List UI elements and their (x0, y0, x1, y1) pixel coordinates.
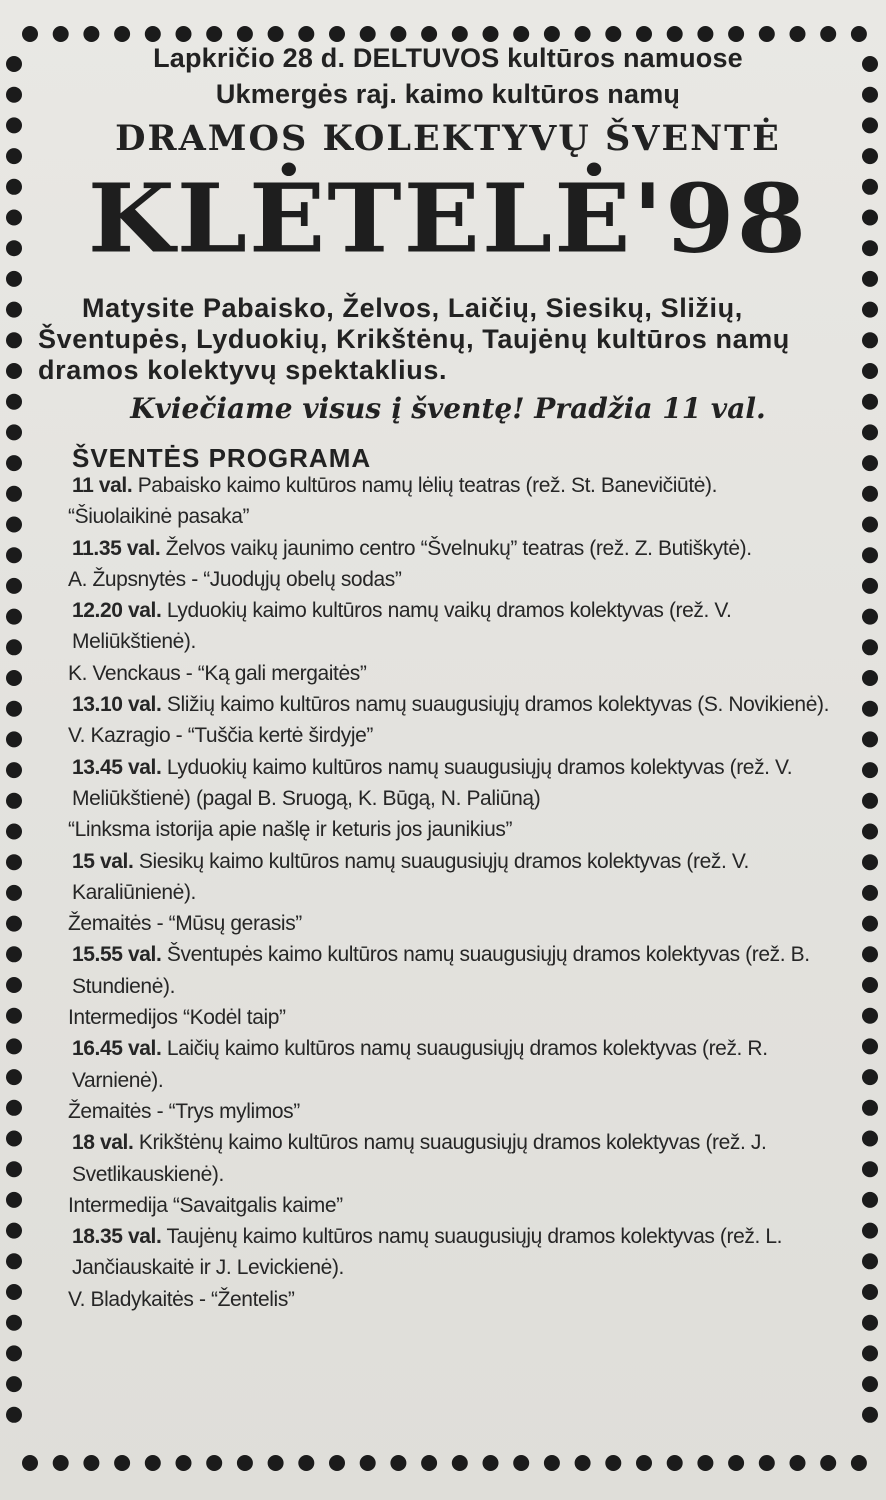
border-dot (22, 1455, 38, 1471)
border-dot (862, 547, 878, 563)
border-dot (544, 1455, 560, 1471)
border-dot (6, 394, 22, 410)
entry-description: Siesikų kaimo kultūros namų suaugusiųjų dramos kolektyvas (rež. V. Karaliūnienė). (72, 849, 749, 904)
border-dot (862, 517, 878, 533)
border-dot (6, 885, 22, 901)
border-dot (6, 424, 22, 440)
entry-description: Lyduokių kaimo kultūros namų vaikų dramos kolektyvas (rež. V. Meliūkštienė). (72, 599, 732, 654)
border-dot (759, 1455, 775, 1471)
entry-time: 13.45 val. (72, 755, 162, 779)
border-dot (862, 148, 878, 164)
border-dot (6, 946, 22, 962)
border-dot (329, 1455, 345, 1471)
border-dot (6, 1407, 22, 1423)
border-dot (862, 1376, 878, 1392)
border-dot (6, 1161, 22, 1177)
border-dot (6, 87, 22, 103)
border-dot (6, 210, 22, 226)
border-dot (6, 824, 22, 840)
entry-play-title: Žemaitės - “Mūsų gerasis” (68, 912, 302, 936)
border-dot (667, 1455, 683, 1471)
border-dot (6, 332, 22, 348)
border-dot (862, 824, 878, 840)
border-dot (22, 26, 38, 42)
border-dot (820, 1455, 836, 1471)
border-dot (6, 1192, 22, 1208)
organizer-line: Ukmergės raj. kaimo kultūros namų (215, 79, 681, 109)
entry-description: Lyduokių kaimo kultūros namų suaugusiųjų dramos kolektyvas (rež. V. Meliūkštienė) (pagal B. Sruogą, K. Būgą, N. Paliūną) (72, 755, 793, 810)
program-heading: ŠVENTĖS PROGRAMA (72, 443, 372, 473)
border-dot (728, 1455, 744, 1471)
border-dot (862, 854, 878, 870)
entry-play-title: “Šiuolaikinė pasaka” (68, 505, 250, 529)
entry-time: 15 val. (72, 849, 134, 873)
border-dot (862, 486, 878, 502)
border-dot (862, 1100, 878, 1116)
entry-time: 11 val. (72, 474, 133, 497)
program-entry (38, 1033, 858, 1096)
border-dot (862, 1223, 878, 1239)
festival-title: KLĖTELĖ'98 (87, 161, 809, 275)
border-dot (114, 1455, 130, 1471)
border-dot (6, 701, 22, 717)
border-dot (6, 1376, 22, 1392)
border-dot (6, 977, 22, 993)
border-dot (862, 363, 878, 379)
entry-time: 11.35 val. (72, 536, 161, 560)
border-dot (6, 148, 22, 164)
border-dot (390, 1455, 406, 1471)
border-dot (862, 1038, 878, 1054)
border-dot (790, 1455, 806, 1471)
border-dot (862, 1315, 878, 1331)
border-dot (6, 363, 22, 379)
border-dot (862, 424, 878, 440)
program-entry (38, 595, 858, 658)
border-dot (862, 762, 878, 778)
border-dot (6, 1223, 22, 1239)
entry-description: Taujėnų kaimo kultūros namų suaugusiųjų dramos kolektyvas (rež. L. Jančiauskaitė ir J. Levickienė). (72, 1225, 783, 1280)
border-dot (6, 731, 22, 747)
entry-play-title: V. Kazragio - “Tuščia kertė širdyje” (68, 724, 373, 748)
border-dot (6, 56, 22, 72)
border-dot (862, 210, 878, 226)
border-dot (862, 1345, 878, 1361)
border-dot (862, 394, 878, 410)
border-dot (862, 1161, 878, 1177)
border-dot (575, 1455, 591, 1471)
border-dot (862, 793, 878, 809)
border-dot (6, 1038, 22, 1054)
entry-play-title: Intermedija “Savaitgalis kaime” (68, 1193, 343, 1217)
border-dot (862, 946, 878, 962)
program-entry (38, 1127, 858, 1190)
border-dot (605, 1455, 621, 1471)
entry-time: 18.35 val. (72, 1225, 162, 1249)
border-dot (6, 486, 22, 502)
border-dot (862, 1069, 878, 1085)
border-dot (862, 609, 878, 625)
program-list (38, 470, 858, 1315)
border-dot (237, 1455, 253, 1471)
border-dot (6, 1008, 22, 1024)
entry-time: 18 val. (72, 1131, 134, 1155)
border-dot (862, 1407, 878, 1423)
entry-play-title: Intermedijos “Kodėl taip” (68, 1006, 286, 1030)
border-dot (298, 1455, 314, 1471)
border-dot (6, 762, 22, 778)
entry-play-title: A. Župsnytės - “Juodųjų obelų sodas” (68, 567, 402, 591)
entry-description: Šventupės kaimo kultūros namų suaugusiųjų dramos kolektyvas (rež. B. Stundienė). (72, 943, 810, 998)
border-dot (697, 1455, 713, 1471)
border-dot (6, 302, 22, 318)
border-dot (862, 578, 878, 594)
border-dot (862, 916, 878, 932)
date-venue-line: Lapkričio 28 d. DELTUVOS kultūros namuose (153, 43, 743, 73)
border-dot (862, 1284, 878, 1300)
entry-play-title: K. Venckaus - “Ką gali mergaitės” (68, 661, 367, 685)
border-dot (6, 1284, 22, 1300)
border-dot (6, 1253, 22, 1269)
border-dot (862, 179, 878, 195)
border-dot (6, 1345, 22, 1361)
program-entry (38, 939, 858, 1002)
border-dot (862, 1192, 878, 1208)
entry-description: Želvos vaikų jaunimo centro “Švelnukų” teatras (rež. Z. Butiškytė). (160, 536, 752, 560)
entry-play-title: V. Bladykaitės - “Žentelis” (68, 1287, 295, 1311)
border-dot (206, 1455, 222, 1471)
border-dot (6, 271, 22, 287)
entry-play-title: Žemaitės - “Trys mylimos” (68, 1099, 300, 1123)
border-dot (862, 1131, 878, 1147)
entry-description: Laičių kaimo kultūros namų suaugusiųjų dramos kolektyvas (rež. R. Varnienė). (72, 1037, 768, 1092)
program-entry (38, 533, 858, 564)
border-dot (176, 1455, 192, 1471)
border-dot (6, 455, 22, 471)
border-dot (6, 639, 22, 655)
border-dot (6, 609, 22, 625)
border-dot (851, 1455, 867, 1471)
program-entry (38, 689, 858, 720)
border-dot (862, 56, 878, 72)
border-dot (862, 117, 878, 133)
border-dot (6, 117, 22, 133)
border-dot (862, 670, 878, 686)
border-dot (862, 240, 878, 256)
border-dot (145, 1455, 161, 1471)
border-dot (862, 455, 878, 471)
border-dot (421, 1455, 437, 1471)
border-dot (862, 332, 878, 348)
border-dot (862, 731, 878, 747)
border-dot (360, 1455, 376, 1471)
border-dot (862, 271, 878, 287)
entry-time: 15.55 val. (72, 943, 162, 967)
invitation-line: Kviečiame visus į šventę! Pradžia 11 val. (130, 392, 766, 425)
intro-paragraph: Matysite Pabaisko, Želvos, Laičių, Siesikų, Sližių, Šventupės, Lyduokių, Krikštėnų, Taujėnų kultūros namų dramos kolektyvų spektaklius. (38, 293, 790, 385)
border-dot (6, 517, 22, 533)
border-dot (513, 1455, 529, 1471)
festival-subtitle: DRAMOS KOLEKTYVŲ ŠVENTĖ (115, 118, 781, 159)
entry-time: 16.45 val. (72, 1037, 162, 1061)
border-dot (862, 302, 878, 318)
border-dot (6, 793, 22, 809)
program-entry (38, 1221, 858, 1284)
program-entry (38, 470, 858, 501)
border-dot (6, 1315, 22, 1331)
border-dot (6, 1069, 22, 1085)
border-dot (862, 639, 878, 655)
border-dot (452, 1455, 468, 1471)
border-dot (6, 578, 22, 594)
border-dot (862, 1253, 878, 1269)
border-dot (6, 1131, 22, 1147)
program-entry (38, 846, 858, 909)
border-dot (6, 670, 22, 686)
border-dot (6, 179, 22, 195)
event-advertisement (38, 40, 858, 1315)
border-dot (83, 1455, 99, 1471)
entry-play-title: “Linksma istorija apie našlę ir keturis jos jaunikius” (68, 818, 513, 842)
program-entry (38, 752, 858, 815)
border-dot (6, 916, 22, 932)
entry-description: Sližių kaimo kultūros namų suaugusiųjų dramos kolektyvas (S. Novikienė). (161, 693, 830, 717)
entry-time: 12.20 val. (72, 599, 162, 623)
border-dot (862, 1008, 878, 1024)
entry-description: Krikštėnų kaimo kultūros namų suaugusiųjų dramos kolektyvas (rež. J. Svetlikauskienė). (72, 1131, 767, 1186)
border-dot (862, 977, 878, 993)
border-dot (6, 854, 22, 870)
border-dot (862, 701, 878, 717)
border-dot (483, 1455, 499, 1471)
border-dot (6, 240, 22, 256)
entry-description: Pabaisko kaimo kultūros namų lėlių teatras (rež. St. Banevičiūtė). (132, 474, 718, 497)
border-dot (862, 885, 878, 901)
border-dot (6, 547, 22, 563)
border-dot (6, 1100, 22, 1116)
border-dot (636, 1455, 652, 1471)
border-dot (862, 87, 878, 103)
entry-time: 13.10 val. (72, 693, 162, 717)
border-dot (53, 1455, 69, 1471)
border-dot (268, 1455, 284, 1471)
